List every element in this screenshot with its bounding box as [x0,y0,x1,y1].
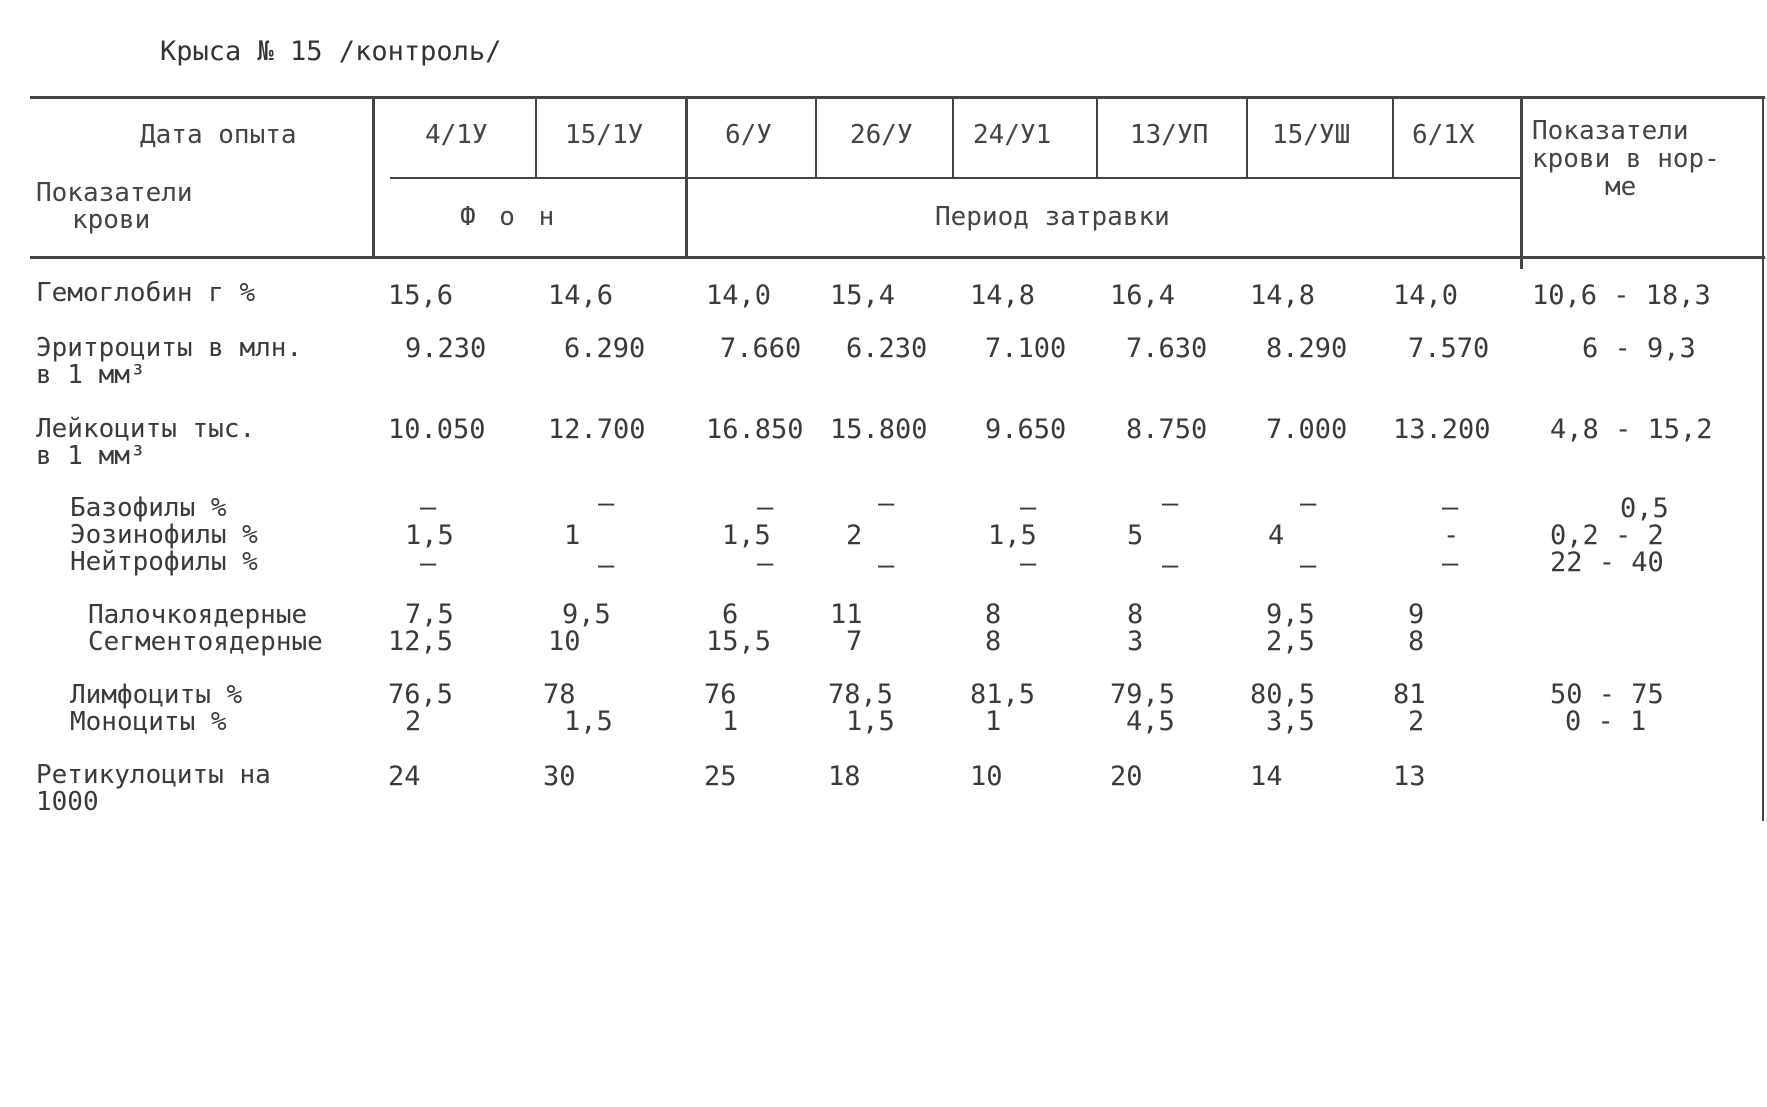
monocytes-value-2: 1,5 [564,706,613,737]
hemoglobin-value-5: 14,8 [970,280,1036,311]
band-label: Палочкоядерные [88,600,308,630]
divider-4 [952,96,954,179]
basophils-norm: 0,5 [1620,493,1669,524]
hemoglobin-value-7: 14,8 [1250,280,1316,311]
hemoglobin-value-3: 14,0 [706,280,772,311]
leukocytes-value-1: 10.050 [388,414,486,445]
band-value-7: 9,5 [1266,599,1315,630]
band-value-4: 11 [830,599,863,630]
basophils-dash-3: – [757,492,774,523]
segmented-value-1: 12,5 [388,626,454,657]
indicators-label-2: крови [72,205,151,235]
norm-label-1: Показатели [1532,116,1689,146]
monocytes-value-5: 1 [985,706,1002,737]
date-4: 26/У [850,120,913,150]
leukocytes-value-7: 7.000 [1266,414,1348,445]
date-8: 6/1Х [1412,120,1475,150]
lymphocytes-value-6: 79,5 [1110,679,1176,710]
erythrocytes-value-5: 7.100 [985,333,1067,364]
neutrophils-norm: 22 - 40 [1550,547,1664,578]
eosinophils-value-3: 1,5 [722,520,771,551]
erythrocytes-value-7: 8.290 [1266,333,1348,364]
segmented-value-5: 8 [985,626,1002,657]
neutrophils-dash-5: – [1020,548,1037,579]
band-value-2: 9,5 [562,599,611,630]
erythrocytes-value-2: 6.290 [564,333,646,364]
date-7: 15/УШ [1272,120,1351,150]
lymphocytes-value-5: 81,5 [970,679,1036,710]
date-5: 24/У1 [973,120,1052,150]
eosinophils-value-4: 2 [846,520,863,551]
basophils-dash-6: – [1162,488,1179,519]
segmented-value-4: 7 [846,626,863,657]
norm-label-2: крови в нор- [1532,144,1720,174]
date-3: 6/У [725,120,772,150]
erythrocytes-value-6: 7.630 [1126,333,1208,364]
leukocytes-norm: 4,8 - 15,2 [1550,414,1713,445]
erythrocytes-value-3: 7.660 [720,333,802,364]
date-2: 15/1У [565,120,644,150]
reticulocytes-value-5: 10 [970,761,1003,792]
hemoglobin-value-6: 16,4 [1110,280,1176,311]
label-column-divider [372,96,375,259]
lymphocytes-value-3: 76 [704,679,737,710]
basophils-dash-4: – [878,488,895,519]
segmented-value-8: 8 [1408,626,1425,657]
band-value-5: 8 [985,599,1002,630]
leukocytes-value-8: 13.200 [1393,414,1491,445]
basophils-label: Базофилы % [70,493,227,523]
divider-5 [1096,96,1098,179]
segmented-value-7: 2,5 [1266,626,1315,657]
norm-column-divider [1520,96,1523,269]
reticulocytes-value-3: 25 [704,761,737,792]
hemoglobin-norm: 10,6 - 18,3 [1532,280,1711,311]
hemoglobin-value-1: 15,6 [388,280,454,311]
reticulocytes-value-1: 24 [388,761,421,792]
header-bottom-rule [30,256,1765,259]
hemoglobin-value-8: 14,0 [1393,280,1459,311]
leukocytes-value-6: 8.750 [1126,414,1208,445]
erythrocytes-label-1: Эритроциты в млн. [36,333,303,363]
erythrocytes-norm: 6 - 9,3 [1582,333,1696,364]
reticulocytes-value-6: 20 [1110,761,1143,792]
reticulocytes-value-8: 13 [1393,761,1426,792]
neutrophils-dash-8: – [1442,548,1459,579]
basophils-dash-2: – [598,488,615,519]
band-value-1: 7,5 [405,599,454,630]
divider-6 [1246,96,1248,179]
reticulocytes-label-2: 1000 [36,787,99,817]
neutrophils-label: Нейтрофилы % [70,547,258,577]
reticulocytes-label-1: Ретикулоциты на [36,760,271,790]
eosinophils-value-8: - [1443,520,1460,551]
eosinophils-label: Эозинофилы % [70,520,258,550]
leukocytes-value-4: 15.800 [830,414,928,445]
erythrocytes-value-8: 7.570 [1408,333,1490,364]
leukocytes-value-2: 12.700 [548,414,646,445]
reticulocytes-value-7: 14 [1250,761,1283,792]
monocytes-label: Моноциты % [70,707,227,737]
phase-background: Ф о н [460,202,559,232]
eosinophils-value-6: 5 [1127,520,1144,551]
monocytes-value-8: 2 [1408,706,1425,737]
lymphocytes-norm: 50 - 75 [1550,679,1664,710]
neutrophils-dash-3: – [757,548,774,579]
hemoglobin-value-4: 15,4 [830,280,896,311]
hemoglobin-label: Гемоглобин г % [36,278,256,308]
basophils-dash-5: – [1020,492,1037,523]
phase-poisoning: Период затравки [935,202,1170,232]
segmented-value-2: 10 [548,626,581,657]
band-value-3: 6 [722,599,739,630]
erythrocytes-value-1: 9.230 [405,333,487,364]
erythrocytes-label-2: в 1 мм³ [36,360,146,390]
lymphocytes-value-1: 76,5 [388,679,454,710]
segmented-value-3: 15,5 [706,626,772,657]
neutrophils-dash-4: – [878,550,895,581]
date-label: Дата опыта [140,120,297,150]
eosinophils-value-2: 1 [564,520,581,551]
monocytes-value-4: 1,5 [846,706,895,737]
eosinophils-norm: 0,2 - 2 [1550,520,1664,551]
monocytes-value-7: 3,5 [1266,706,1315,737]
eosinophils-value-7: 4 [1268,520,1285,551]
page-title: Крыса № 15 /контроль/ [160,36,502,67]
date-1: 4/1У [425,120,488,150]
hemoglobin-value-2: 14,6 [548,280,614,311]
table-top-rule [30,96,1765,99]
leukocytes-value-3: 16.850 [706,414,804,445]
band-value-6: 8 [1127,599,1144,630]
eosinophils-value-5: 1,5 [988,520,1037,551]
monocytes-value-1: 2 [405,706,422,737]
monocytes-value-3: 1 [722,706,739,737]
monocytes-norm: 0 - 1 [1565,706,1647,737]
leukocytes-label-1: Лейкоциты тыс. [36,414,256,444]
lymphocytes-value-4: 78,5 [828,679,894,710]
lymphocytes-value-2: 78 [543,679,576,710]
reticulocytes-value-2: 30 [543,761,576,792]
dates-underline [390,177,1520,179]
date-6: 13/УП [1130,120,1209,150]
divider-3 [815,96,817,179]
segmented-label: Сегментоядерные [88,627,323,657]
leukocytes-label-2: в 1 мм³ [36,441,146,471]
neutrophils-dash-1: – [420,548,437,579]
right-edge [1762,96,1764,821]
basophils-dash-8: – [1442,492,1459,523]
eosinophils-value-1: 1,5 [405,520,454,551]
neutrophils-dash-2: – [598,550,615,581]
basophils-dash-1: – [420,492,437,523]
basophils-dash-7: – [1300,488,1317,519]
band-value-8: 9 [1408,599,1425,630]
monocytes-value-6: 4,5 [1126,706,1175,737]
erythrocytes-value-4: 6.230 [846,333,928,364]
lymphocytes-label: Лимфоциты % [70,680,243,710]
neutrophils-dash-6: – [1162,550,1179,581]
lymphocytes-value-7: 80,5 [1250,679,1316,710]
segmented-value-6: 3 [1127,626,1144,657]
indicators-label-1: Показатели [36,178,193,208]
norm-label-3: ме [1605,172,1637,202]
phase-divider [685,96,688,259]
divider-1 [535,96,537,179]
divider-7 [1392,96,1394,179]
reticulocytes-value-4: 18 [828,761,861,792]
neutrophils-dash-7: – [1300,550,1317,581]
lymphocytes-value-8: 81 [1393,679,1426,710]
leukocytes-value-5: 9.650 [985,414,1067,445]
